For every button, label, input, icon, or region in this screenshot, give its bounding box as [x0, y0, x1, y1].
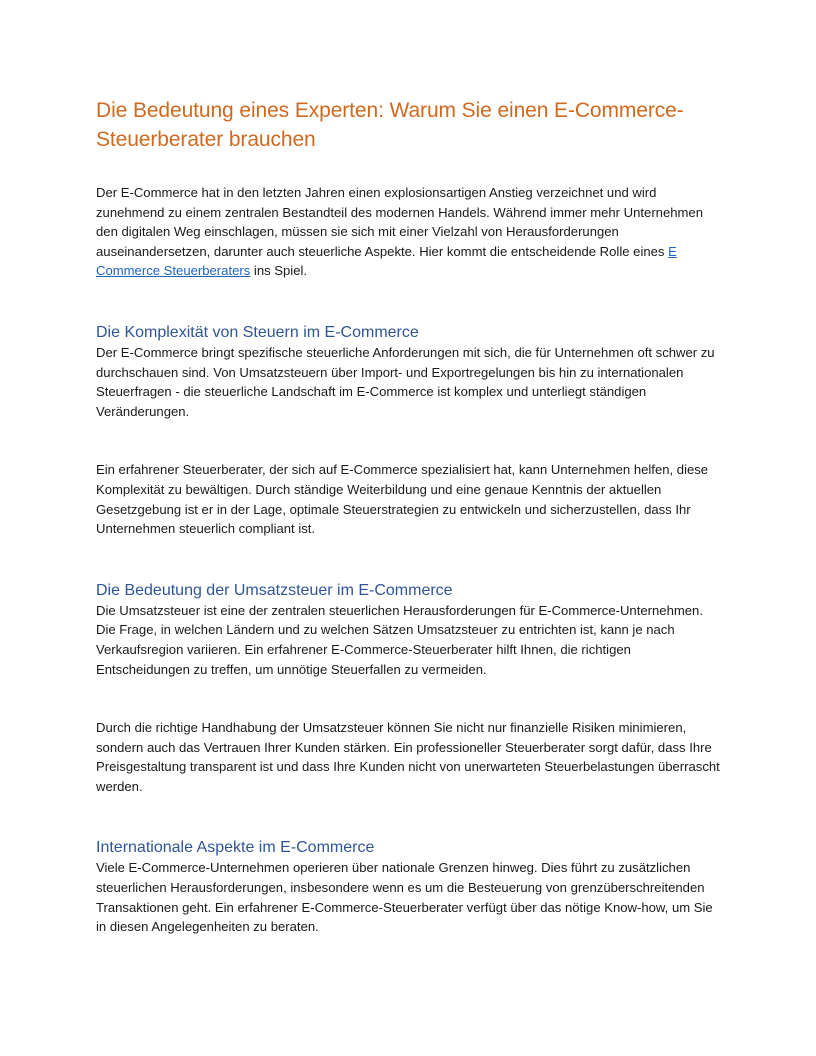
section-heading-international: Internationale Aspekte im E-Commerce: [96, 839, 375, 857]
intro-text-before-link: Der E-Commerce hat in den letzten Jahren einen explosionsartigen Anstieg verzeichnet und wird zunehmend zu einem zentralen Bestandteil des modernen Handels. Während immer mehr Unternehmen den digitalen Weg einschlagen, müssen sie sich mit einer Vielzahl von Herausforderungen auseinandersetzen, darunter auch steuerliche Aspekte. Hier kommt die entscheidende Rolle eines: [96, 185, 703, 259]
steuerberater-link[interactable]: E Commerce Steuerberaters: [96, 243, 677, 279]
intro-text-after-link: ins Spiel.: [250, 263, 308, 279]
section-paragraph: Der E-Commerce bringt spezifische steuerliche Anforderungen mit sich, die für Unternehmen oft schwer zu durchschauen sind. Von Umsatzsteuern über Import- und Exportregelungen bis hin zu internationalen Steuerfragen - die steuerliche Landschaft im E-Commerce ist komplex und unterliegt ständigen Veränderungen.: [96, 344, 715, 419]
document-page: [96, 96, 724, 937]
section-paragraph: Die Umsatzsteuer ist eine der zentralen steuerlichen Herausforderungen für E-Commerce-Unternehmen. Die Frage, in welchen Ländern und zu welchen Sätzen Umsatzsteuer zu entrichten ist, kann je nach Verkaufsregion variieren. Ein erfahrener E-Commerce-Steuerberater hilft Ihnen, die richtigen Entscheidungen zu treffen, um unnötige Steuerfallen zu vermeiden.: [96, 602, 703, 677]
intro-paragraph: [96, 183, 724, 281]
section-paragraph: Durch die richtige Handhabung der Umsatzsteuer können Sie nicht nur finanzielle Risiken minimieren, sondern auch das Vertrauen Ihrer Kunden stärken. Ein professioneller Steuerberater sorgt dafür, dass Ihre Preisgestaltung transparent ist und dass Ihre Kunden nicht von unerwarteten Steuerbelastungen überrascht werden.: [96, 720, 720, 794]
section-heading-umsatzsteuer: Die Bedeutung der Umsatzsteuer im E-Commerce: [96, 581, 453, 599]
section-heading-komplexitaet: Die Komplexität von Steuern im E-Commerce: [96, 323, 419, 341]
section-paragraph: Ein erfahrener Steuerberater, der sich auf E-Commerce spezialisiert hat, kann Unternehmen helfen, diese Komplexität zu bewältigen. Durch ständige Weiterbildung und eine genaue Kenntnis der aktuellen Gesetzgebung ist er in der Lage, optimale Steuerstrategien zu entwickeln und sicherzustellen, dass Ihr Unternehmen steuerlich compliant ist.: [96, 462, 709, 537]
document-title: Die Bedeutung eines Experten: Warum Sie einen E-Commerce-Steuerberater brauchen: [96, 99, 684, 151]
section-paragraph: Viele E-Commerce-Unternehmen operieren über nationale Grenzen hinweg. Dies führt zu zusätzlichen steuerlichen Herausforderungen, insbesondere wenn es um die Besteuerung von grenzüberschreitenden Transaktionen geht. Ein erfahrener E-Commerce-Steuerberater verfügt über das nötige Know-how, um Sie in diesen Angelegenheiten zu beraten.: [96, 860, 713, 935]
